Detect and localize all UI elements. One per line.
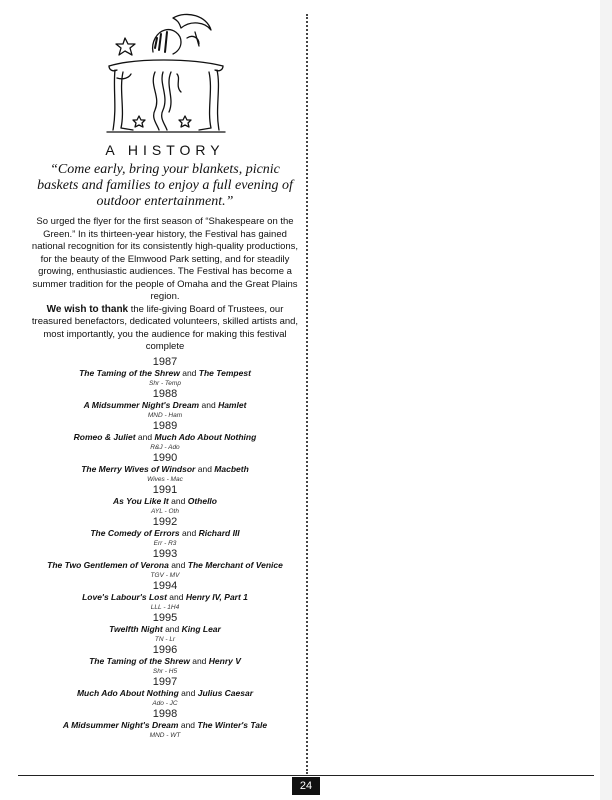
season-plays (25, 656, 305, 667)
season-entry (25, 388, 305, 420)
season-year: 1988 (152, 387, 178, 400)
play-title: The Comedy of Errors (90, 527, 180, 538)
play-title: The Taming of the Shrew (89, 655, 190, 666)
season-abbreviation: Wives - Mac (147, 475, 183, 483)
play-title: Julius Caesar (197, 687, 254, 698)
play-connector: and (165, 623, 180, 634)
play-connector: and (180, 719, 196, 730)
footer-rule (18, 775, 594, 776)
play-connector: and (137, 431, 153, 442)
season-abbreviation: R&J - Ado (150, 443, 180, 451)
intro-text (27, 216, 303, 354)
season-plays (25, 368, 305, 379)
season-entry (25, 644, 305, 676)
season-entry (25, 420, 305, 452)
season-year: 1992 (152, 515, 178, 528)
stage-illustration (95, 8, 235, 140)
play-title: Romeo & Juliet (73, 431, 136, 442)
play-title: Henry V (208, 655, 241, 666)
intro-paragraph: So urged the flyer for the first season of “Shakespeare on the Green.” In its thirteen-year history, the Festival has gained national recognition for its consistently high-quality productions, for the beauty of the Elmwood Park setting, and for steadily growing, enthusiastic audiences. The Festival has become a summer tradition for the people of Omaha and the Great Plains region. (31, 216, 299, 302)
season-abbreviation: TGV - MV (150, 571, 180, 579)
play-connector: and (201, 399, 216, 410)
thanks-lead: We wish to thank (46, 303, 129, 315)
season-entry (25, 548, 305, 580)
season-abbreviation: Ado - JC (152, 699, 178, 707)
season-year: 1989 (152, 419, 178, 432)
play-connector: and (181, 687, 196, 698)
season-abbreviation: MND - WT (149, 731, 181, 739)
season-entry (25, 452, 305, 484)
play-title: Richard III (198, 527, 240, 538)
scan-edge (600, 0, 612, 800)
section-heading: A HISTORY (105, 142, 225, 158)
play-connector: and (171, 559, 186, 570)
season-plays (25, 496, 305, 507)
play-title: Twelfth Night (109, 623, 163, 634)
play-connector: and (171, 495, 186, 506)
season-year: 1994 (152, 579, 178, 592)
season-entry (25, 708, 305, 740)
season-plays (25, 432, 305, 443)
play-title: The Taming of the Shrew (79, 367, 180, 378)
season-year: 1993 (152, 547, 178, 560)
season-list (25, 356, 305, 740)
play-title: Much Ado About Nothing (154, 431, 257, 442)
season-year: 1996 (152, 643, 178, 656)
season-year: 1990 (152, 451, 178, 464)
season-plays (25, 464, 305, 475)
season-entry (25, 580, 305, 612)
flyer-quote: “Come early, bring your blankets, picnic baskets and families to enjoy a full evening of outdoor entertainment.” (37, 162, 293, 209)
season-plays (25, 720, 305, 731)
season-abbreviation: LLL - 1H4 (150, 603, 180, 611)
play-connector: and (197, 463, 212, 474)
season-plays (25, 528, 305, 539)
season-year: 1987 (152, 355, 178, 368)
season-abbreviation: Shr - Temp (149, 379, 181, 387)
play-title: The Merchant of Venice (187, 559, 283, 570)
play-connector: and (169, 591, 184, 602)
season-abbreviation: Err - R3 (153, 539, 177, 547)
play-title: A Midsummer Night's Dream (62, 719, 179, 730)
season-year: 1997 (152, 675, 178, 688)
season-entry (25, 484, 305, 516)
season-plays (25, 688, 305, 699)
play-title: Much Ado About Nothing (76, 687, 179, 698)
season-abbreviation: AYL - Oth (151, 507, 179, 515)
play-title: The Two Gentlemen of Verona (47, 559, 169, 570)
season-entry (25, 356, 305, 388)
play-title: As You Like It (113, 495, 169, 506)
season-abbreviation: TN - Lr (154, 635, 176, 643)
play-title: Hamlet (218, 399, 247, 410)
season-plays (25, 624, 305, 635)
play-title: The Winter's Tale (197, 719, 268, 730)
season-entry (25, 612, 305, 644)
play-title: Macbeth (214, 463, 249, 474)
play-title: A Midsummer Night's Dream (83, 399, 200, 410)
history-column (25, 8, 305, 740)
page-number: 24 (292, 777, 320, 795)
season-year: 1991 (152, 483, 178, 496)
play-title: The Tempest (198, 367, 251, 378)
play-connector: and (192, 655, 207, 666)
column-divider (306, 14, 308, 774)
season-entry (25, 516, 305, 548)
play-title: King Lear (181, 623, 221, 634)
season-entry (25, 676, 305, 708)
season-year: 1998 (152, 707, 178, 720)
season-year: 1995 (152, 611, 178, 624)
season-abbreviation: Shr - H5 (152, 667, 178, 675)
season-plays (25, 592, 305, 603)
season-plays (25, 560, 305, 571)
play-title: Henry IV, Part 1 (185, 591, 248, 602)
play-connector: and (182, 367, 197, 378)
play-title: Othello (187, 495, 217, 506)
thanks-paragraph (27, 304, 303, 354)
thanks-rest: the life-giving Board of Trustees, our treasured benefactors, dedicated volunteers, skilled artists and, most importantly, you the audience for making this festival complete (31, 303, 299, 352)
play-connector: and (182, 527, 197, 538)
play-title: The Merry Wives of Windsor (81, 463, 196, 474)
season-plays (25, 400, 305, 411)
play-title: Love's Labour's Lost (82, 591, 167, 602)
season-abbreviation: MND - Ham (147, 411, 183, 419)
